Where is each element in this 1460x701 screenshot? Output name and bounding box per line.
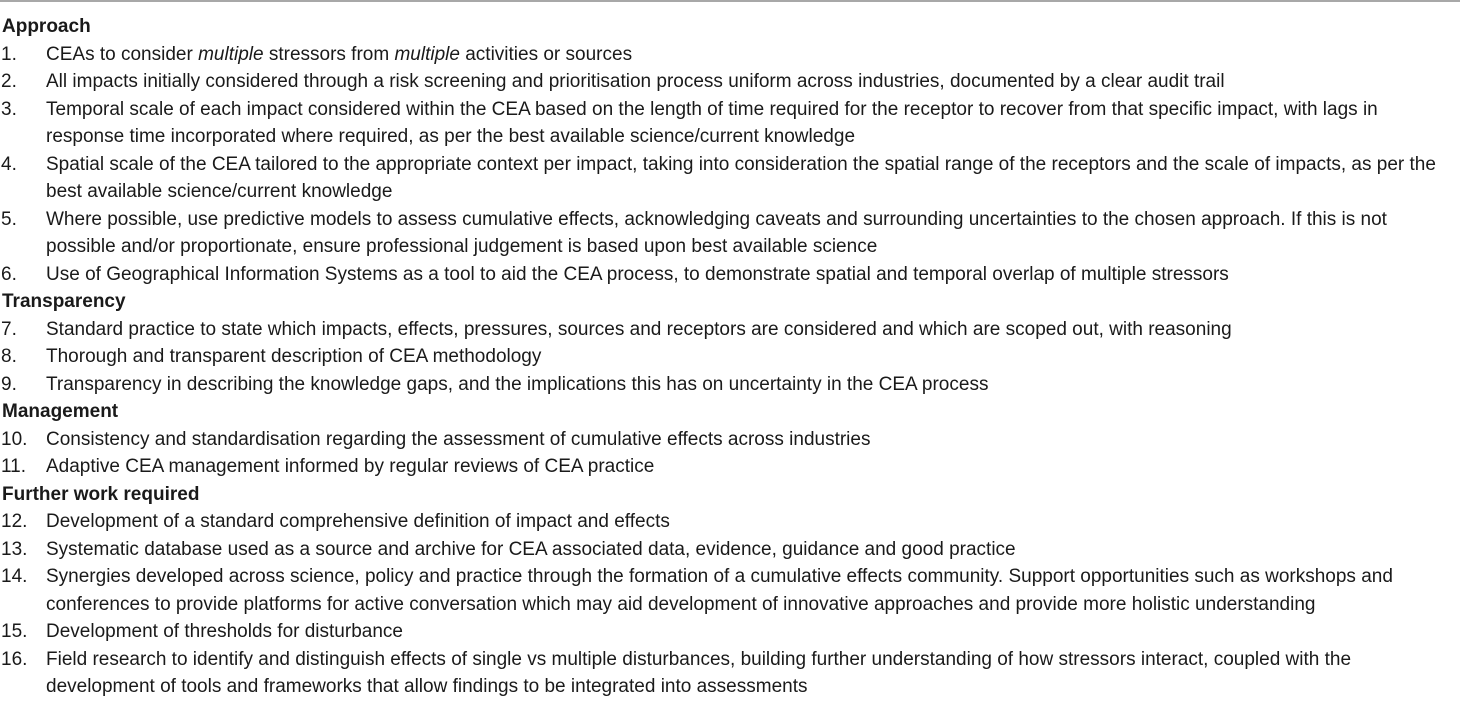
item-text: Transparency in describing the knowledge gaps, and the implications this has on uncertainty in the CEA process [46, 373, 989, 395]
list-item [0, 96, 1460, 151]
item-text: Synergies developed across science, policy and practice through the formation of a cumulative effects community. Support opportunities such as workshops and conferences to provide platforms for active conversation which may aid development of innovative approaches and provide more holistic understanding [46, 566, 1393, 615]
table-body [0, 13, 1460, 701]
item-number: 2. [1, 71, 17, 92]
item-number: 7. [1, 318, 17, 340]
list-item [0, 426, 1460, 454]
list-item [0, 151, 1460, 206]
item-number: 9. [1, 373, 17, 395]
section-heading-further-work: Further work required [2, 483, 200, 505]
list-item [0, 41, 1460, 69]
item-number: 14. [1, 566, 28, 587]
item-text: Standard practice to state which impacts, effects, pressures, sources and receptors are considered and which are scoped out, with reasoning [46, 318, 1232, 340]
list-item [0, 343, 1460, 371]
item-number: 3. [1, 98, 17, 120]
item-number: 5. [1, 208, 17, 230]
item-text: Field research to identify and distinguish effects of single vs multiple disturbances, building further understanding of how stressors interact, coupled with the development of tools and frameworks that allow findings to be integrated into assessments [46, 648, 1352, 697]
item-number: 11. [1, 456, 27, 477]
item-number: 12. [1, 511, 28, 532]
item-text: Use of Geographical Information Systems as a tool to aid the CEA process, to demonstrate spatial and temporal overlap of multiple stressors [46, 263, 1229, 285]
item-text: Where possible, use predictive models to assess cumulative effects, acknowledging caveats and surrounding uncertainties to the chosen approach. If this is not possible and/or proportionate, ensure professional judgement is based upon best available science [46, 208, 1387, 257]
list-item [0, 508, 1460, 536]
item-text: Consistency and standardisation regarding the assessment of cumulative effects across industries [46, 428, 871, 450]
item-number: 16. [1, 648, 28, 670]
item-text: Spatial scale of the CEA tailored to the appropriate context per impact, taking into consideration the spatial range of the receptors and the scale of impacts, as per the best available science/current knowledge [46, 153, 1436, 202]
item-number: 10. [1, 428, 28, 450]
item-number: 6. [1, 263, 17, 285]
item-number: 1. [1, 43, 17, 65]
item-number: 15. [1, 621, 28, 642]
list-item [0, 646, 1460, 701]
list-item [0, 371, 1460, 399]
item-text: CEAs to consider multiple stressors from multiple activities or sources [46, 43, 633, 65]
list-item [0, 68, 1460, 96]
list-item [0, 618, 1460, 646]
list-item [0, 261, 1460, 289]
list-item [0, 453, 1460, 481]
section-heading-approach: Approach [2, 16, 91, 37]
item-number: 13. [1, 538, 28, 560]
item-text: Development of thresholds for disturbance [46, 621, 403, 642]
item-number: 4. [1, 153, 17, 175]
top-rule [0, 0, 1460, 2]
list-item [0, 563, 1460, 618]
item-text: Systematic database used as a source and archive for CEA associated data, evidence, guidance and good practice [46, 538, 1016, 560]
item-text: Development of a standard comprehensive definition of impact and effects [46, 511, 670, 532]
item-text: Thorough and transparent description of CEA methodology [46, 346, 542, 367]
item-text: All impacts initially considered through a risk screening and prioritisation process uniform across industries, documented by a clear audit trail [46, 71, 1225, 92]
list-item [0, 316, 1460, 344]
list-item [0, 536, 1460, 564]
item-number: 8. [1, 346, 17, 367]
item-text: Adaptive CEA management informed by regular reviews of CEA practice [46, 456, 655, 477]
section-heading-management: Management [2, 401, 119, 422]
item-text: Temporal scale of each impact considered within the CEA based on the length of time required for the receptor to recover from that specific impact, with lags in response time incorporated where required, as per the best available science/current knowledge [46, 98, 1378, 147]
section-heading-transparency: Transparency [2, 291, 126, 312]
list-item [0, 206, 1460, 261]
